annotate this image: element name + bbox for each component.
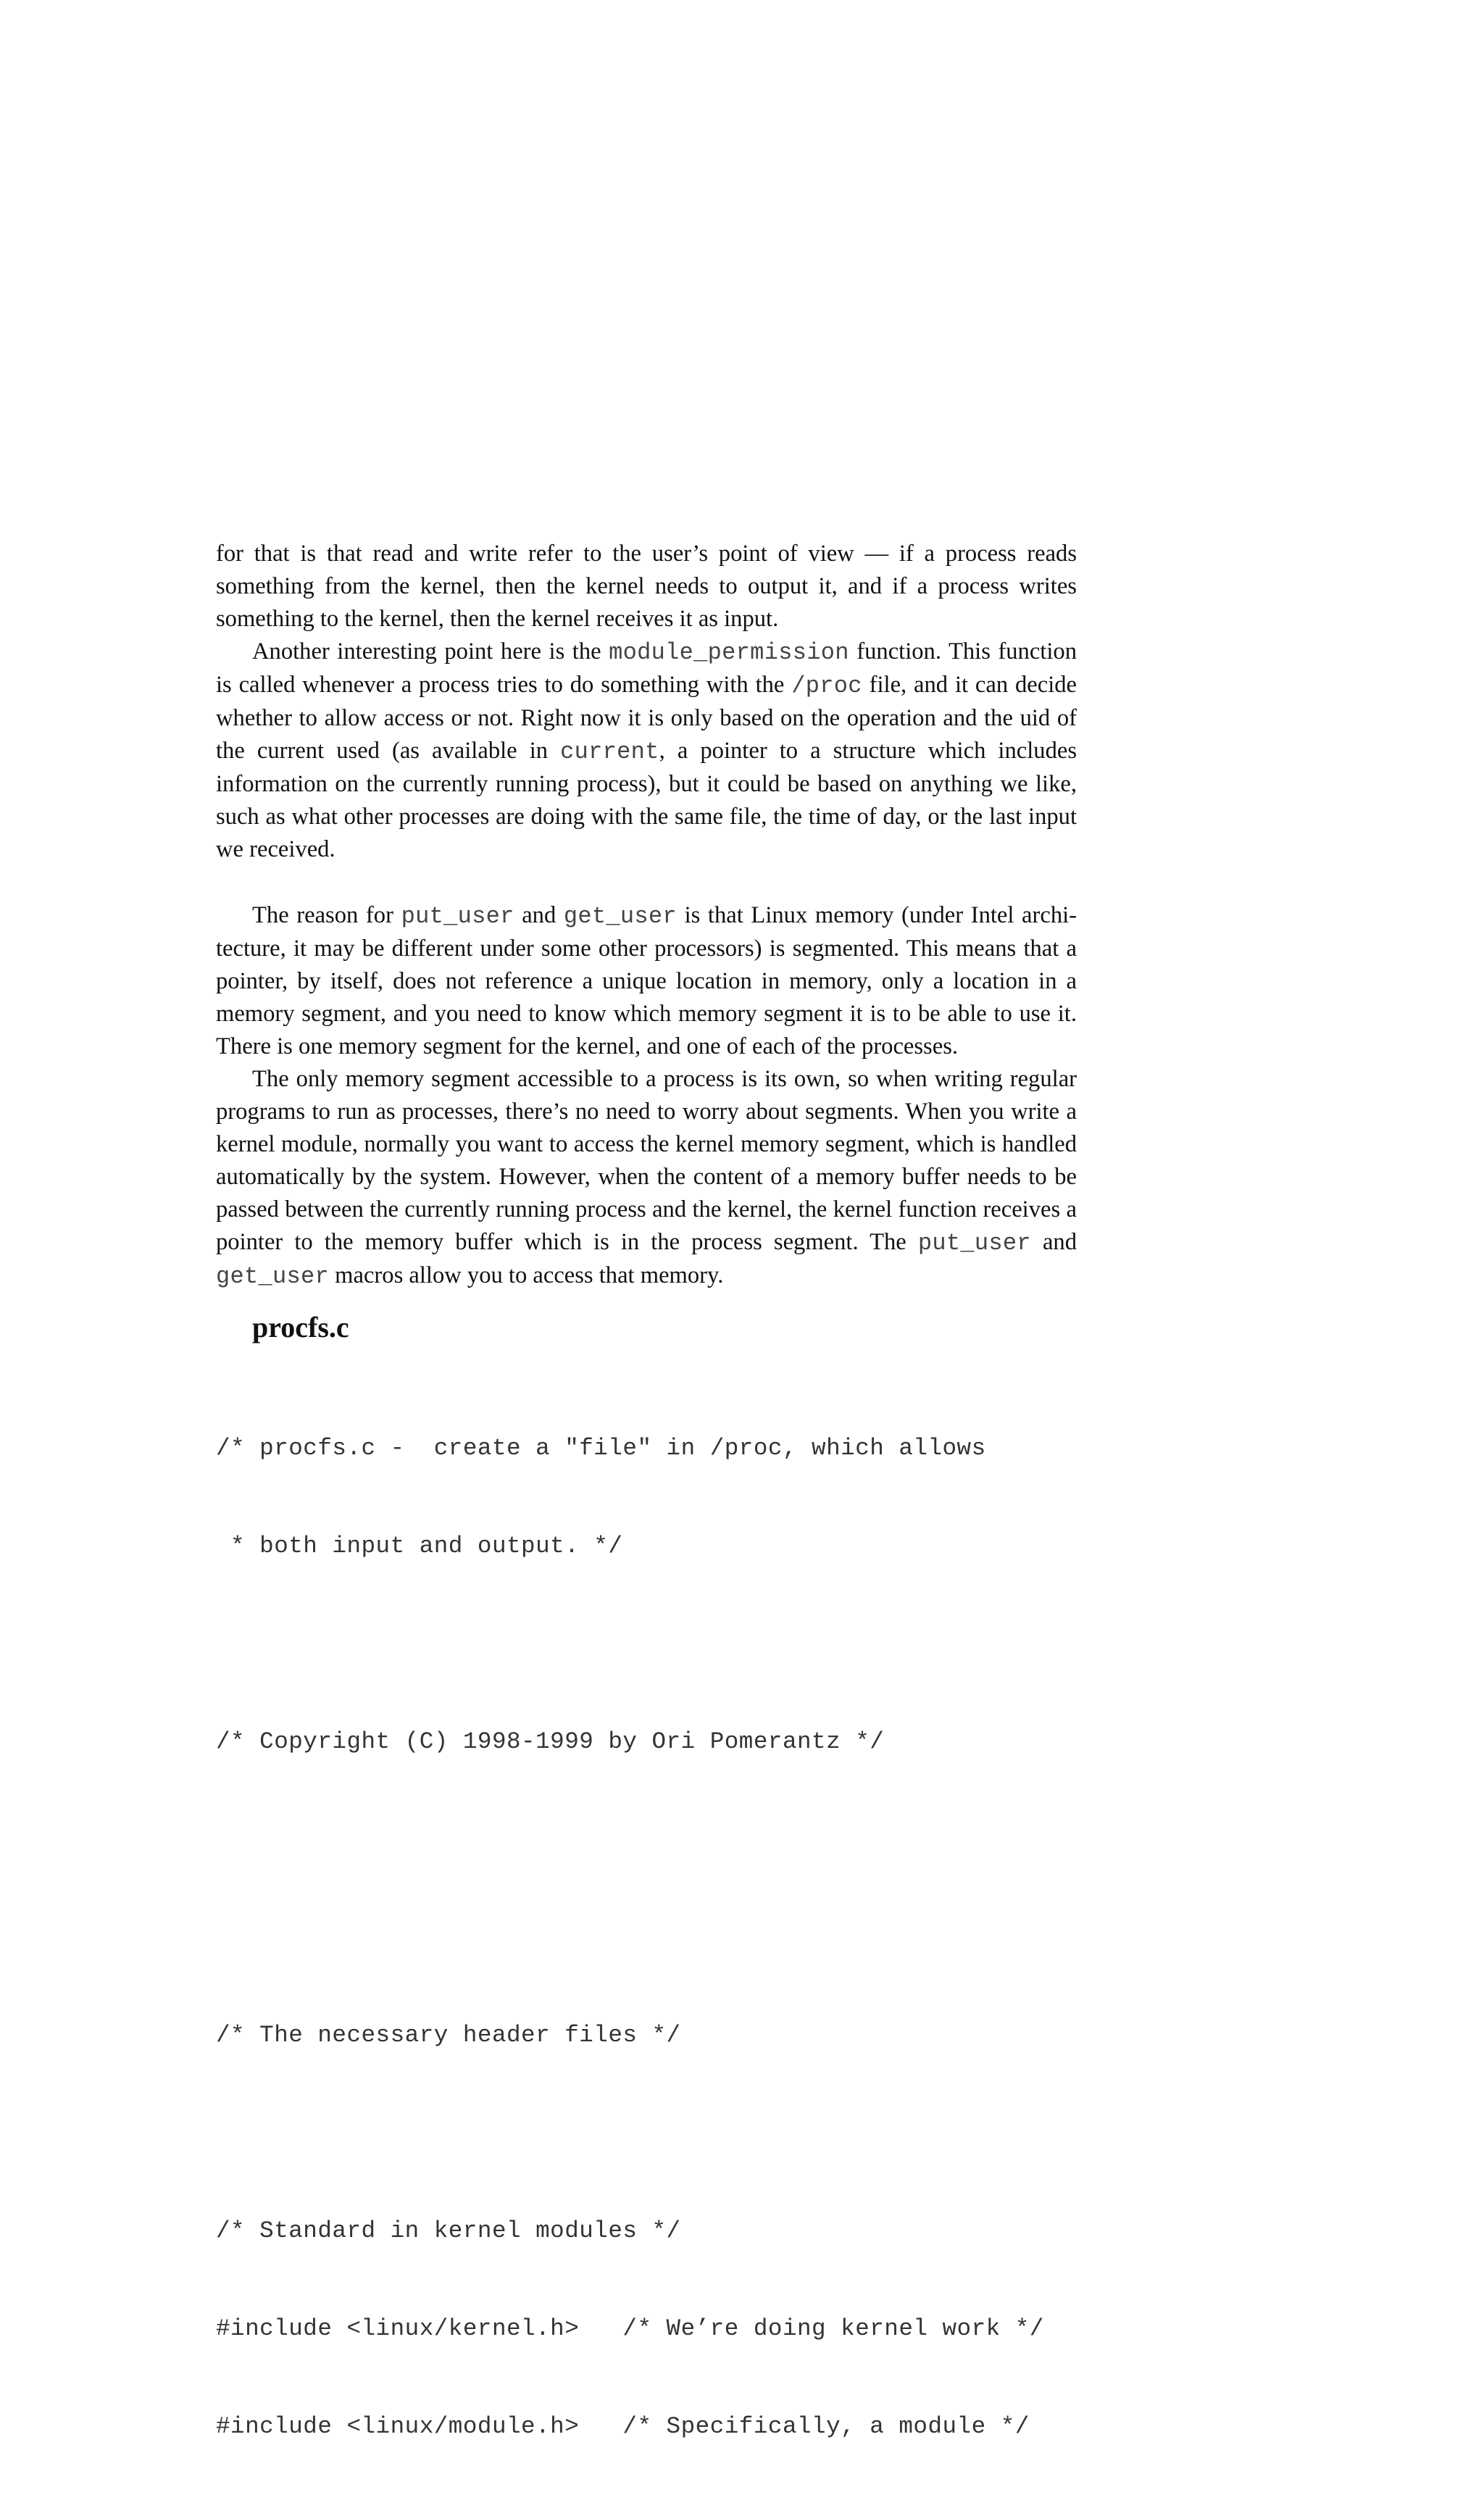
code-line [216,1921,1077,1954]
paragraph-text: and [1030,1229,1077,1255]
code-line: /* Copyright (C) 1998-1999 by Ori Pomerantz */ [216,1728,885,1755]
paragraph-text: for that is that read and write refer to the user’s point of view — if a process reads something from the kernel, then the kernel needs to output it, and if a process writes something to the kernel, then the kernel receives it as input. [216,541,1077,632]
paragraph-memory-segmentation [216,899,1077,1063]
paragraph-text: and [514,902,564,928]
inline-code-proc: /proc [791,672,862,699]
code-line: /* The necessary header files */ [216,2022,681,2049]
code-line: * both input and output. */ [216,1533,623,1559]
paragraph-text: The only memory segment accessible to a process is its own, so when writing regular programs to run as processes, there’s no need to worry about segments. When you write a kernel module, normally you want to access the kernel memory segment, which is handled automatically by the system. However, when the content of a memory buffer needs to be passed between the currently running process and the kernel, the kernel function receives a pointer to the memory buffer which is in the process segment. The [216,1066,1077,1255]
inline-code-get-user: get_user [563,903,677,930]
paragraph-text: The reason for [252,902,401,928]
code-line [216,2117,1077,2149]
paragraph-text: , a pointer to a structure which includes information on the currently running process), but it could be based on anything we like, such as what other processes are doing with the same file, the time of day, or the last input we received. [216,738,1077,862]
paragraph-text: Another interesting point here is the [252,638,609,665]
code-line: #include <linux/module.h> /* Specifically, a module */ [216,2413,1030,2440]
inline-code-module-permission: module_permission [609,639,849,666]
paragraph-text: file, and it can decide whether to allow access or not. Right now it is only based on the operation and the uid of the current used (as available in [216,672,1077,764]
document-page [216,538,1077,2508]
paragraph-text: is that Linux memory (under Intel architecture, it may be different under some other processors) is segmented. This means that a pointer, by itself, does not reference a unique location in memory, only a location in a memory segment, and you need to know which memory segment it is to be able to use it. There is one memory segment for the kernel, and one of each of the processes. [216,902,1077,1059]
paragraph-process-segment [216,1063,1077,1293]
section-heading: procfs.c [252,1311,349,1343]
inline-code-current: current [560,738,659,765]
code-line: /* procfs.c - create a "file" in /proc, which allows [216,1435,986,1462]
inline-code-put-user: put_user [401,903,514,930]
paragraph-module-permission [216,636,1077,866]
code-listing [216,1367,1077,2508]
inline-code-get-user: get_user [216,1263,330,1290]
paragraph-text: macros allow you to access that memory. [329,1262,724,1288]
code-line: /* Standard in kernel modules */ [216,2217,681,2244]
inline-code-put-user: put_user [917,1230,1031,1257]
code-line: #include <linux/kernel.h> /* We’re doing kernel work */ [216,2315,1044,2342]
code-line [216,1823,1077,1856]
paragraph-text: function. This function is called whenever a process tries to do something with the [216,638,1077,698]
code-line [216,1628,1077,1660]
paragraph-read-write-perspective [216,538,1077,636]
